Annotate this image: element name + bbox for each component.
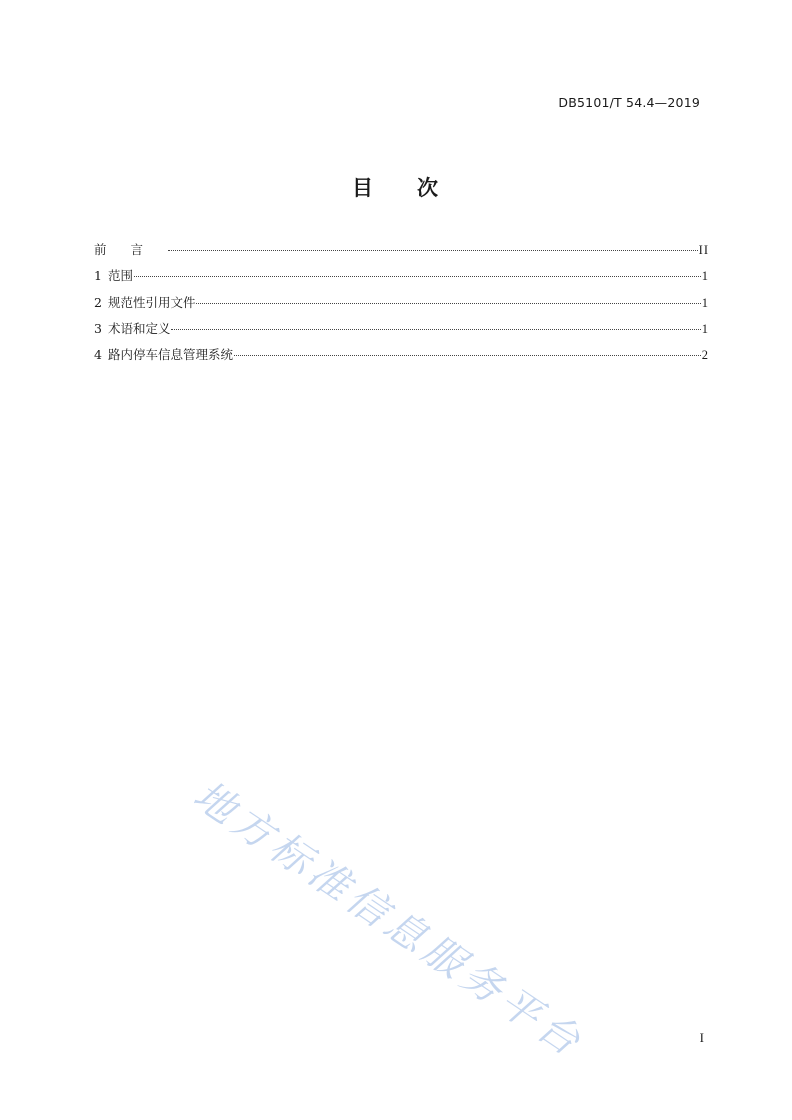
toc-entry-label: 2 规范性引用文件 bbox=[94, 294, 196, 310]
toc-entry-page: 1 bbox=[701, 295, 709, 310]
toc-entry-label: 4 路内停车信息管理系统 bbox=[94, 347, 233, 363]
toc-leader-dots bbox=[234, 354, 701, 356]
toc-title-part2: 次 bbox=[417, 176, 440, 200]
toc-entry-terms-definitions[interactable] bbox=[94, 319, 709, 345]
document-code: DB5101/T 54.4—2019 bbox=[558, 95, 700, 110]
toc-entry-page: 1 bbox=[701, 269, 709, 284]
toc-entry-label: 1 范围 bbox=[94, 268, 133, 284]
toc-entry-foreword[interactable] bbox=[94, 240, 709, 266]
toc-entry-normative-references[interactable] bbox=[94, 293, 709, 319]
toc-title-part1: 目 bbox=[352, 176, 375, 200]
toc-leader-dots bbox=[168, 249, 698, 251]
watermark: 地方标准信息服务平台 bbox=[185, 772, 593, 1068]
toc-entry-label: 前言 bbox=[94, 242, 168, 257]
toc-title bbox=[0, 172, 792, 202]
toc-entry-scope[interactable] bbox=[94, 266, 709, 292]
page-number: I bbox=[699, 1030, 704, 1045]
toc-list bbox=[94, 240, 709, 371]
toc-entry-parking-system[interactable] bbox=[94, 345, 709, 371]
toc-entry-page: 2 bbox=[701, 348, 709, 363]
toc-leader-dots bbox=[134, 275, 701, 277]
toc-leader-dots bbox=[196, 302, 700, 304]
toc-leader-dots bbox=[171, 328, 700, 330]
toc-entry-page: II bbox=[698, 243, 709, 257]
toc-entry-page: 1 bbox=[701, 321, 709, 336]
toc-entry-label: 3 术语和定义 bbox=[94, 320, 171, 336]
